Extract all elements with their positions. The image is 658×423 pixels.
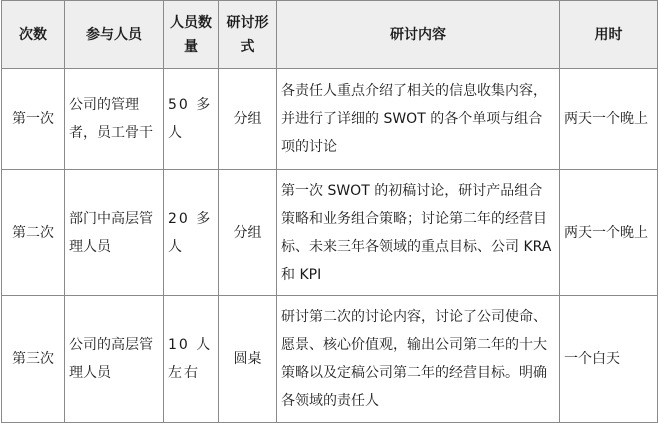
cell-format: 分组 (219, 69, 277, 170)
header-row (2, 1, 658, 69)
table-row (2, 170, 658, 296)
table-row (2, 69, 658, 170)
cell-participants: 公司的高层管理人员 (65, 296, 164, 423)
cell-format: 圆桌 (219, 296, 277, 423)
cell-content: 研讨第二次的讨论内容，讨论了公司使命、愿景、核心价值观，输出公司第二年的十大策略以及定稿公司第二年的经营目标。明确各领域的责任人 (277, 296, 560, 423)
header-session: 次数 (2, 1, 65, 69)
cell-duration: 两天一个晚上 (560, 170, 658, 296)
header-content: 研讨内容 (277, 1, 560, 69)
cell-content: 各责任人重点介绍了相关的信息收集内容，并进行了详细的 SWOT 的各个单项与组合项的讨论 (277, 69, 560, 170)
table-row (2, 296, 658, 423)
cell-session: 第二次 (2, 170, 65, 296)
header-count: 人员数量 (164, 1, 219, 69)
cell-format: 分组 (219, 170, 277, 296)
cell-session: 第三次 (2, 296, 65, 423)
cell-duration: 两天一个晚上 (560, 69, 658, 170)
cell-participants: 部门中高层管理人员 (65, 170, 164, 296)
cell-count: 20 多人 (164, 170, 219, 296)
cell-count: 10 人左右 (164, 296, 219, 423)
header-format: 研讨形式 (219, 1, 277, 69)
cell-participants: 公司的管理者，员工骨干 (65, 69, 164, 170)
cell-count: 50 多人 (164, 69, 219, 170)
cell-session: 第一次 (2, 69, 65, 170)
cell-duration: 一个白天 (560, 296, 658, 423)
header-participants: 参与人员 (65, 1, 164, 69)
cell-content: 第一次 SWOT 的初稿讨论，研讨产品组合策略和业务组合策略；讨论第二年的经营目标、未来三年各领域的重点目标、公司 KRA 和 KPI (277, 170, 560, 296)
header-duration: 用时 (560, 1, 658, 69)
seminar-table (1, 0, 658, 423)
